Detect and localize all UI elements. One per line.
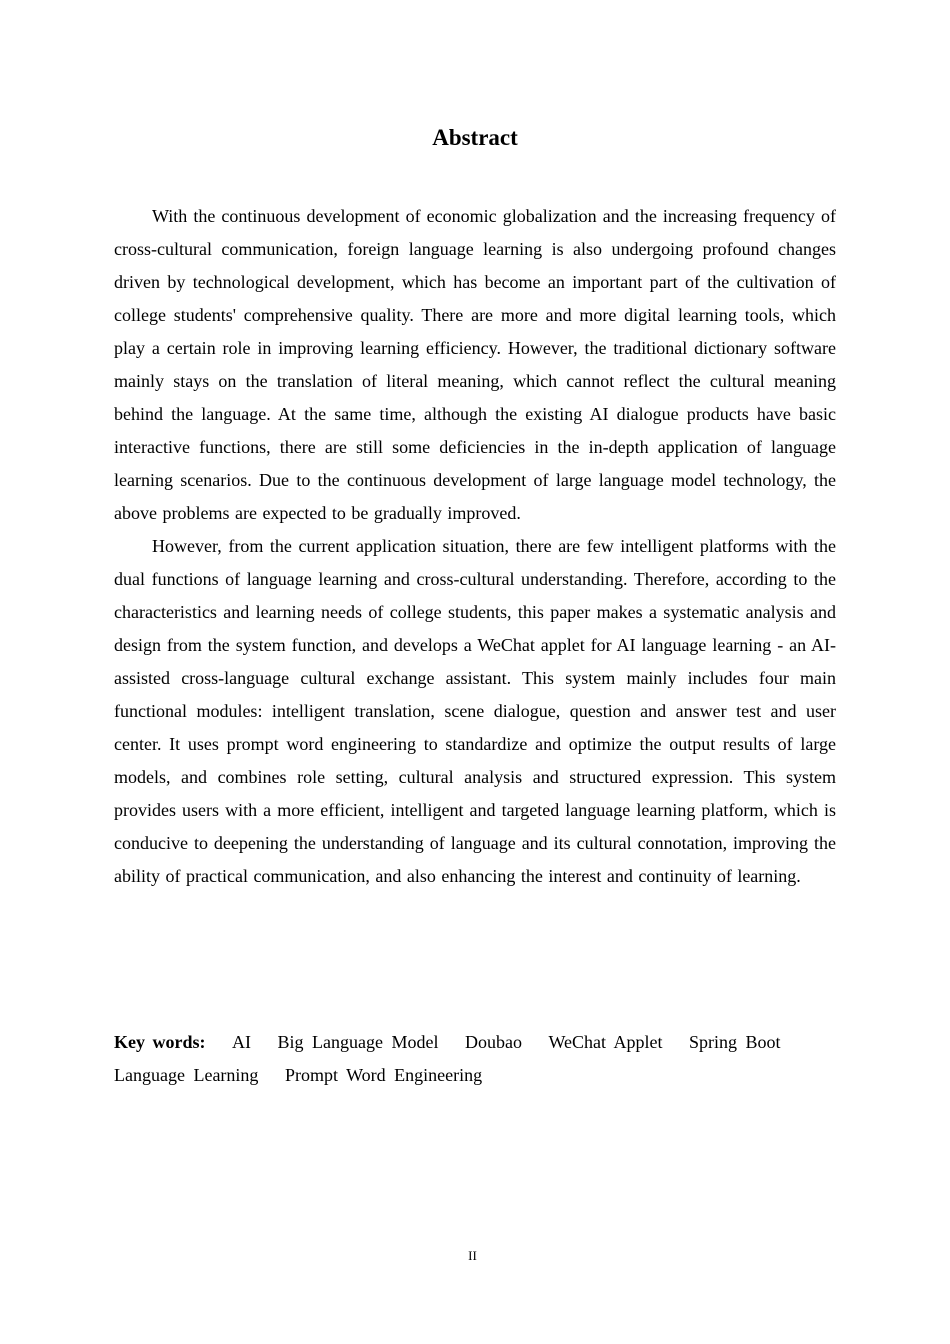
abstract-paragraph-1: With the continuous development of economic globalization and the increasing frequency of cross-cultural communication, foreign language learning is also undergoing profound changes driven by technological development, which has become an important part of the cultivation of college students' comprehensive quality. There are more and more digital learning tools, which play a certain role in improving learning efficiency. However, the traditional dictionary software mainly stays on the translation of literal meaning, which cannot reflect the cultural meaning behind the language. At the same time, although the existing AI dialogue products have basic interactive functions, there are still some deficiencies in the in-depth application of language learning scenarios. Due to the continuous development of large language model technology, the above problems are expected to be gradually improved. bbox=[114, 206, 836, 523]
keyword-item: AI bbox=[232, 1032, 251, 1052]
keyword-item: Language Learning bbox=[114, 1065, 259, 1085]
keyword-item: WeChat Applet bbox=[548, 1032, 663, 1052]
abstract-title: Abstract bbox=[432, 125, 518, 150]
keywords-line bbox=[114, 1026, 836, 1092]
keyword-item: Doubao bbox=[464, 1032, 522, 1052]
abstract-paragraph-2: However, from the current application situation, there are few intelligent platforms with the dual functions of language learning and cross-cultural understanding. Therefore, according to the characteristics and learning needs of college students, this paper makes a systematic analysis and design from the system function, and develops a WeChat applet for AI language learning - an AI-assisted cross-language cultural exchange assistant. This system mainly includes four main functional modules: intelligent translation, scene dialogue, question and answer test and user center. It uses prompt word engineering to standardize and optimize the output results of large models, and combines role setting, cultural analysis and structured expression. This system provides users with a more efficient, intelligent and targeted language learning platform, which is conducive to deepening the understanding of language and its cultural connotation, improving the ability of practical communication, and also enhancing the interest and continuity of learning. bbox=[114, 536, 836, 886]
keyword-item: Spring Boot bbox=[689, 1032, 781, 1052]
page-number: II bbox=[468, 1248, 477, 1263]
keywords-label: Key words: bbox=[114, 1032, 206, 1052]
abstract-body bbox=[114, 200, 836, 893]
keyword-item: Big Language Model bbox=[277, 1032, 439, 1052]
keyword-item: Prompt Word Engineering bbox=[284, 1065, 483, 1085]
